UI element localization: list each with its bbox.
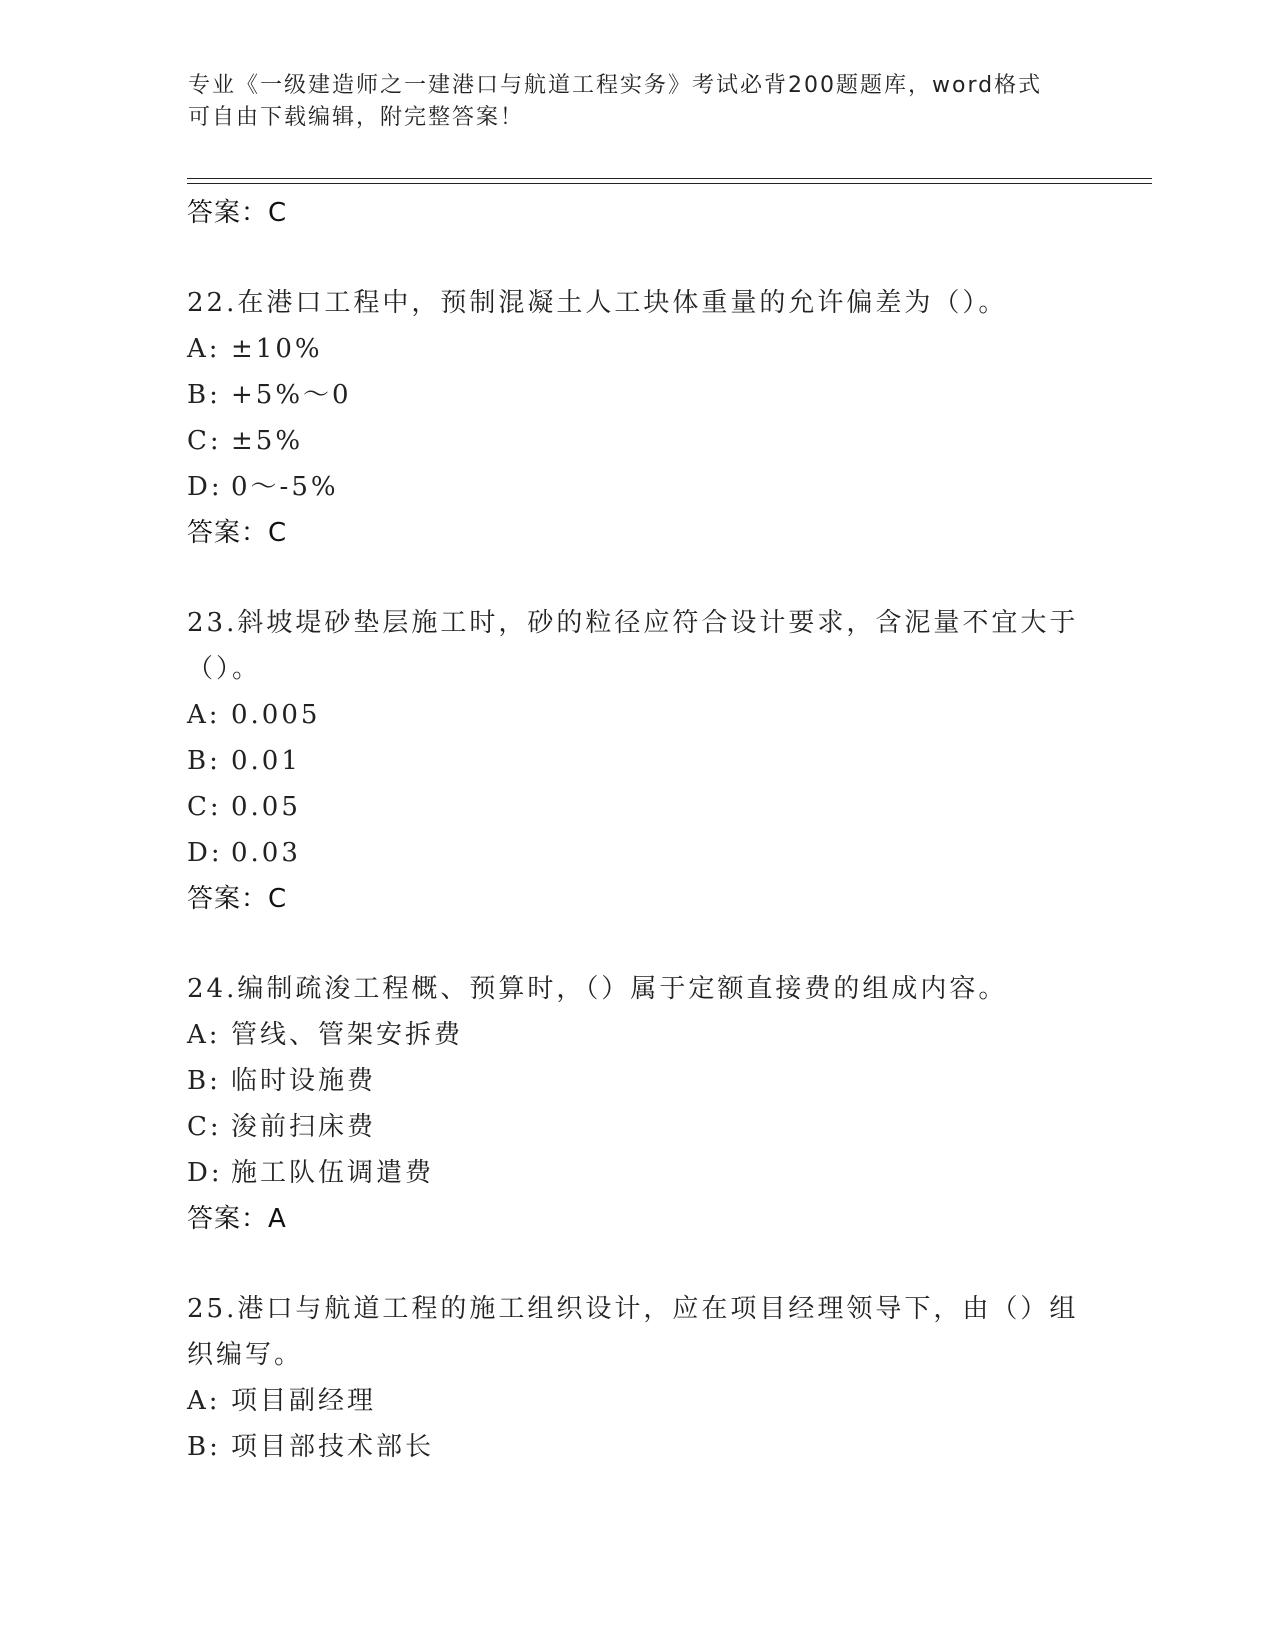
option-text: ±5% [231, 426, 304, 456]
question-text: 22.在港口工程中，预制混凝土人工块体重量的允许偏差为（）。 [187, 288, 1008, 318]
option-a [187, 1012, 1087, 1058]
option-letter: B: [187, 380, 221, 410]
option-a [187, 692, 1087, 738]
question-block [187, 600, 1087, 922]
question-text-continued: 织编写。 [187, 1340, 304, 1370]
option-text: 项目副经理 [231, 1386, 377, 1416]
option-c [187, 1104, 1087, 1150]
question-text-continued: （）。 [187, 654, 262, 684]
question-list [187, 190, 1087, 1470]
option-a [187, 1378, 1087, 1424]
option-text: 临时设施费 [231, 1066, 377, 1096]
option-letter: A: [187, 1386, 221, 1416]
spacer [187, 236, 1087, 280]
option-d [187, 830, 1087, 876]
option-b [187, 1058, 1087, 1104]
answer-line: 答案：A [187, 1204, 287, 1234]
question-block [187, 280, 1087, 556]
option-letter: D: [187, 472, 223, 502]
option-text: 0.005 [231, 700, 321, 730]
option-letter: D: [187, 838, 223, 868]
option-letter: B: [187, 1432, 221, 1462]
question-text: 23.斜坡堤砂垫层施工时，砂的粒径应符合设计要求，含泥量不宜大于 [187, 608, 1079, 638]
spacer [187, 556, 1087, 600]
document-header [188, 70, 1088, 134]
option-letter: A: [187, 1020, 221, 1050]
option-letter: C: [187, 792, 222, 822]
option-text: 0.05 [231, 792, 301, 822]
question-text: 24.编制疏浚工程概、预算时，（）属于定额直接费的组成内容。 [187, 974, 1008, 1004]
option-text: 项目部技术部长 [231, 1432, 435, 1462]
option-letter: B: [187, 1066, 221, 1096]
header-divider-bottom [187, 183, 1152, 184]
option-b [187, 1424, 1087, 1470]
option-text: 施工队伍调遣费 [231, 1158, 435, 1188]
header-line-2: 可自由下载编辑，附完整答案！ [188, 105, 525, 130]
header-line-1: 专业《一级建造师之一建港口与航道工程实务》考试必背200题题库，word格式 [188, 73, 1043, 98]
option-text: +5%～0 [231, 380, 352, 410]
spacer [187, 922, 1087, 966]
option-b [187, 738, 1087, 784]
spacer [187, 1242, 1087, 1286]
option-letter: B: [187, 746, 221, 776]
option-d [187, 1150, 1087, 1196]
option-b [187, 372, 1087, 418]
answer-line: 答案：C [187, 884, 288, 914]
option-letter: D: [187, 1158, 223, 1188]
option-text: 管线、管架安拆费 [231, 1020, 464, 1050]
option-text: 浚前扫床费 [231, 1112, 377, 1142]
answer-line: 答案：C [187, 518, 288, 548]
option-text: 0.01 [231, 746, 301, 776]
option-letter: C: [187, 426, 222, 456]
option-text: ±10% [231, 334, 323, 364]
option-text: 0～-5% [231, 472, 339, 502]
header-divider-top [187, 178, 1152, 179]
question-block [187, 966, 1087, 1242]
option-text: 0.03 [231, 838, 301, 868]
option-c [187, 418, 1087, 464]
question-block [187, 1286, 1087, 1470]
option-d [187, 464, 1087, 510]
option-letter: A: [187, 700, 221, 730]
answer-line: 答案：C [187, 198, 288, 228]
option-a [187, 326, 1087, 372]
question-text: 25.港口与航道工程的施工组织设计，应在项目经理领导下，由（）组 [187, 1294, 1079, 1324]
option-letter: C: [187, 1112, 222, 1142]
option-letter: A: [187, 334, 221, 364]
option-c [187, 784, 1087, 830]
